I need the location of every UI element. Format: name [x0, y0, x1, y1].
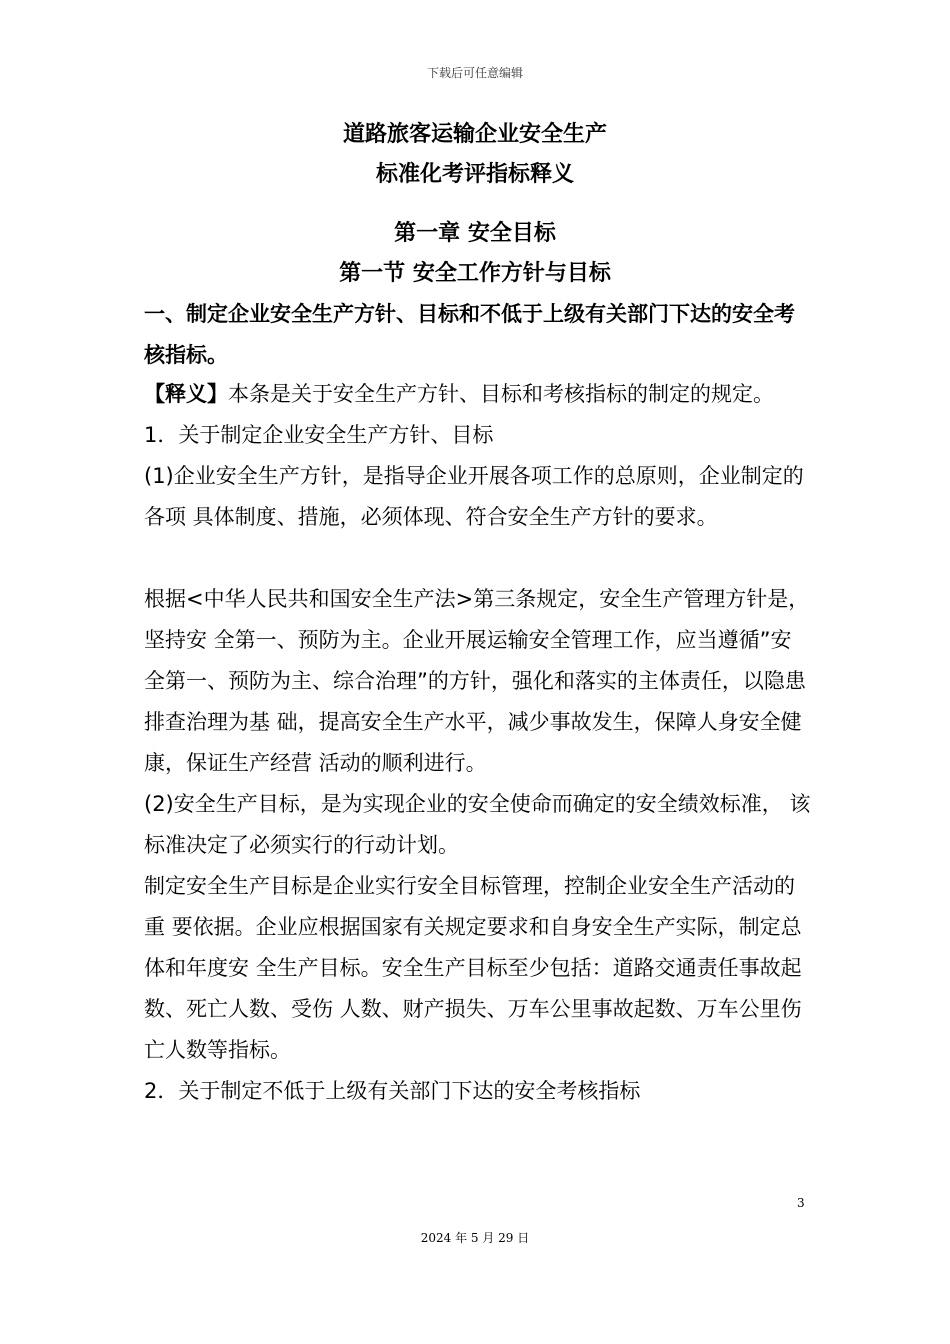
header-note: 下载后可任意编辑: [426, 66, 523, 80]
article-content: [144, 374, 812, 1112]
paragraph-1: (1)企业安全生产方针，是指导企业开展各项工作的总原则，企业制定的各项 具体制度、措施，必须体现、符合安全生产方针的要求。: [144, 464, 804, 529]
chapter-title: 第一章 安全目标: [394, 221, 556, 246]
document-title-line2: 标准化考评指标释义: [375, 162, 574, 187]
paragraph-3: (2)安全生产目标，是为实现企业的安全使命而确定的安全绩效标准， 该标准决定了必须实行的行动计划。: [144, 792, 811, 857]
document-title-line1: 道路旅客运输企业安全生产: [342, 122, 607, 147]
article-heading: [144, 294, 812, 376]
article-heading-text: 一、制定企业安全生产方针、目标和不低于上级有关部门下达的安全考核指标。: [144, 302, 795, 367]
interpretation-text: 本条是关于安全生产方针、目标和考核指标的制定的规定。: [228, 382, 774, 406]
item1-title: 1．关于制定企业安全生产方针、目标: [144, 423, 494, 447]
item2-title: 2．关于制定不低于上级有关部门下达的安全考核指标: [144, 1079, 641, 1103]
paragraph-2: 根据<中华人民共和国安全生产法>第三条规定，安全生产管理方针是，坚持安 全第一、预防为主。企业开展运输安全管理工作，应当遵循”安全第一、预防为主、综合治理”的方针，强化和落实的主体责任，以隐患排查治理为基 础，提高安全生产水平，减少事故发生，保障人身安全健康，保证生产经营 活动的顺利进行。: [144, 587, 810, 775]
paragraph-4: 制定安全生产目标是企业实行安全目标管理，控制企业安全生产活动的重 要依据。企业应根据国家有关规定要求和自身安全生产实际，制定总体和年度安 全生产目标。安全生产目标至少包括：道路交通责任事故起数、死亡人数、受伤 人数、财产损失、万车公里事故起数、万车公里伤亡人数等指标。: [144, 874, 802, 1062]
page-number: 3: [797, 1196, 805, 1210]
interpretation-paragraph: [144, 374, 812, 415]
footer-date: 2024 年 5 月 29 日: [420, 1231, 530, 1245]
section-title: 第一节 安全工作方针与目标: [339, 261, 611, 286]
paragraph-gap: [144, 538, 812, 579]
interpretation-label: 【释义】: [144, 382, 228, 406]
